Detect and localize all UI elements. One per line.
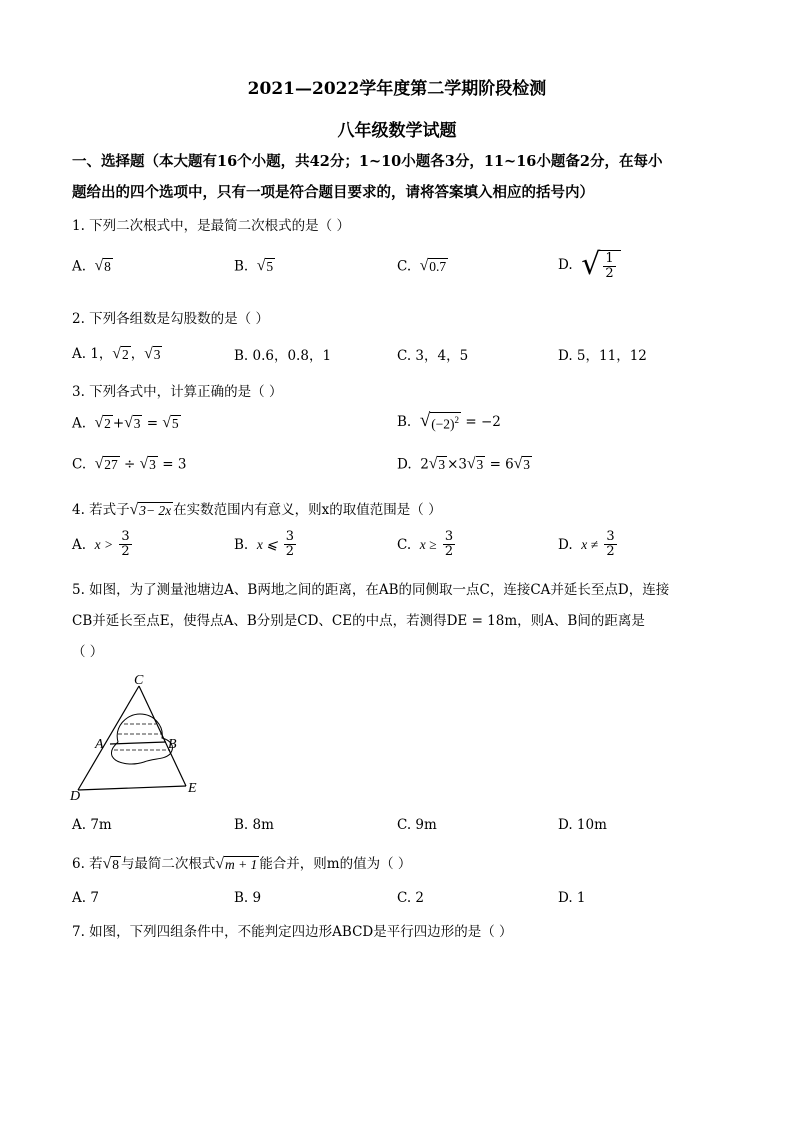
- point-d-label: D: [70, 789, 81, 804]
- q4-b-num: 3: [285, 529, 295, 544]
- q6-option-a: A. 7: [72, 890, 99, 906]
- q5-triangle-figure: [66, 672, 214, 804]
- q3-c-radical1: √ 27: [94, 455, 118, 472]
- point-a-label: A: [95, 737, 104, 752]
- q3-d-times: ×3: [447, 456, 467, 473]
- q4-stem-suffix: 在实数范围内有意义，则x的取值范围是（ ）: [173, 502, 442, 518]
- q1-d-den: 2: [605, 266, 614, 282]
- q3-b-body: (−2): [431, 416, 455, 432]
- q3-d-radical3: √ 3: [513, 455, 531, 472]
- q4-b-fraction: [284, 530, 296, 560]
- q3-b-label: B.: [397, 414, 412, 431]
- q4-d-relation: x ≠: [581, 536, 599, 552]
- q3-a-label: A.: [72, 415, 87, 432]
- q4-a-label: A.: [72, 536, 87, 553]
- q6-option-d: D. 1: [558, 890, 586, 906]
- q4-b-relation: x ⩽: [256, 536, 278, 552]
- section1-heading-line1: 一、选择题（本大题有16个小题，共42分；1~10小题各3分，11~16小题备2分，在每小: [72, 153, 663, 170]
- q3-d-radical2: √ 3: [467, 455, 484, 472]
- q5-stem-line3: （ ）: [72, 644, 104, 660]
- q3-option-b: [397, 412, 501, 433]
- q4-c-num: 3: [444, 529, 454, 544]
- q3-b-exp: 2: [454, 415, 460, 425]
- q6-stem-prefix: 6. 若: [72, 856, 103, 872]
- q1-a-label: A.: [72, 258, 87, 275]
- q4-d-fraction: [604, 530, 616, 560]
- q1-c-radical: √ 0.7: [419, 257, 447, 274]
- q3-b-radical: √ $(-2)^2$: [419, 410, 460, 432]
- q1-d-label: D.: [558, 256, 573, 273]
- q3-c-eq: = 3: [162, 456, 187, 473]
- q4-c-label: C.: [397, 536, 412, 553]
- q4-option-b: [234, 530, 298, 560]
- q4-d-den: 2: [606, 544, 615, 560]
- q4-b-label: B.: [234, 536, 249, 553]
- q4-c-relation: x ≥: [419, 536, 437, 552]
- exam-title: 2021—2022学年度第二学期阶段检测: [247, 79, 547, 99]
- q3-stem: 3. 下列各式中，计算正确的是（ ）: [72, 384, 283, 400]
- q3-c-div: ÷: [124, 456, 136, 473]
- q7-stem: 7. 如图，下列四组条件中，不能判定四边形ABCD是平行四边形的是（ ）: [72, 924, 513, 940]
- q3-c-radical2: √ 3: [139, 455, 156, 472]
- q6-stem-radical1: √ 8: [102, 854, 119, 872]
- q4-a-num: 3: [121, 529, 130, 544]
- q1-b-value: 5: [266, 259, 274, 274]
- q6-stem-r2: m + 1: [224, 856, 258, 872]
- q4-c-den: 2: [444, 544, 454, 560]
- q2-option-d: D. 5，11，12: [558, 348, 647, 364]
- q1-stem: 1. 下列二次根式中，是最简二次根式的是（ ）: [72, 218, 350, 234]
- q1-a-radical: √ 8: [94, 257, 111, 274]
- q1-c-label: C.: [397, 258, 412, 275]
- q4-option-a: [72, 530, 134, 560]
- q4-b-den: 2: [285, 544, 295, 560]
- q3-d-radical1: √ 3: [428, 455, 446, 472]
- section1-heading-line2: 题给出的四个选项中，只有一项是符合题目要求的，请将答案填入相应的括号内）: [72, 184, 594, 201]
- point-b-label: B: [168, 737, 177, 752]
- q5-option-c: C. 9m: [397, 817, 437, 833]
- q1-a-value: 8: [104, 259, 111, 274]
- q3-option-a: [72, 415, 181, 433]
- q4-option-c: [397, 530, 457, 560]
- q3-a-radical2: √ 3: [124, 414, 141, 431]
- q4-stem-radicand: 3− 2x: [139, 502, 172, 518]
- q3-a-r2: 3: [133, 416, 141, 431]
- q5-stem-line1: 5. 如图，为了测量池塘边A、B两地之间的距离，在AB的同侧取一点C，连接CA并延长至点D，连接: [72, 582, 670, 598]
- q3-option-c: [72, 456, 186, 474]
- q3-b-eq: = −2: [465, 414, 501, 431]
- q6-stem-middle: 与最简二次根式: [120, 856, 216, 872]
- q1-d-num: 1: [605, 251, 614, 266]
- q4-stem: [72, 498, 442, 519]
- q4-d-num: 3: [606, 529, 615, 544]
- q1-option-d: [558, 248, 621, 282]
- q2-a-radical2: √ 3: [144, 344, 161, 362]
- exam-subtitle: 八年级数学试题: [337, 121, 457, 141]
- q6-option-c: C. 2: [397, 890, 425, 906]
- q4-stem-radical: √ 3− 2x: [129, 500, 172, 518]
- q3-d-r1: 3: [438, 457, 446, 472]
- point-c-label: C: [134, 673, 144, 688]
- q1-c-value: 0.7: [429, 259, 447, 274]
- q5-option-d: D. 10m: [558, 817, 607, 833]
- q3-d-r3: 3: [523, 457, 531, 472]
- q1-option-a: [72, 258, 113, 276]
- line-cd: [78, 686, 139, 790]
- q1-d-radical: √ $\frac{1}{2}$: [581, 248, 620, 282]
- q3-option-d: [397, 456, 532, 474]
- q2-a-prefix: A. 1，: [72, 346, 113, 362]
- q5-option-a: A. 7m: [72, 817, 112, 833]
- q1-option-b: [234, 258, 275, 276]
- q1-b-radical: √ 5: [256, 257, 274, 274]
- q2-a-sep: ，: [130, 346, 145, 362]
- q3-d-r2: 3: [476, 457, 484, 472]
- q3-a-radical3: √ 5: [162, 414, 179, 431]
- q4-d-label: D.: [558, 536, 573, 553]
- q5-option-b: B. 8m: [234, 817, 274, 833]
- q2-stem: 2. 下列各组数是勾股数的是（ ）: [72, 311, 269, 327]
- q4-option-d: [558, 530, 619, 560]
- q6-stem-suffix: 能合并，则m的值为（ ）: [259, 856, 412, 872]
- q3-a-eq: =: [146, 415, 159, 432]
- q1-b-label: B.: [234, 258, 249, 275]
- q5-stem-line2: CB并延长至点E，使得点A、B分别是CD、CE的中点，若测得DE = 18m，则A、B间的距离是: [72, 613, 645, 629]
- q3-d-c1: 2: [420, 456, 429, 473]
- q4-a-relation: x >: [94, 536, 114, 552]
- q1-option-c: [397, 258, 448, 276]
- q3-d-label: D.: [397, 456, 412, 473]
- q2-a-radical1: √ 2: [112, 344, 129, 362]
- q4-a-fraction: [119, 530, 131, 560]
- q6-stem-radical2: √ m + 1: [215, 854, 258, 872]
- q4-c-fraction: [443, 530, 455, 560]
- q2-a-r2: 3: [153, 346, 161, 362]
- line-de: [78, 786, 186, 790]
- q4-stem-prefix: 4. 若式子: [72, 502, 130, 518]
- q6-stem-r1: 8: [112, 856, 119, 872]
- q3-d-eq: = 6: [489, 456, 514, 473]
- q3-c-r1: 27: [104, 457, 118, 472]
- q3-a-radical1: √ 2: [94, 414, 111, 431]
- q2-option-b: B. 0.6，0.8，1: [234, 348, 332, 364]
- q6-stem: [72, 852, 411, 873]
- q3-c-r2: 3: [149, 457, 156, 472]
- q2-option-c: C. 3，4，5: [397, 348, 469, 364]
- q2-a-r1: 2: [121, 346, 129, 362]
- q4-a-den: 2: [121, 544, 130, 560]
- q2-option-a: [72, 342, 162, 363]
- q3-a-r3: 5: [171, 416, 179, 431]
- q3-a-r1: 2: [104, 416, 111, 431]
- point-e-label: E: [188, 781, 197, 796]
- q3-c-label: C.: [72, 456, 87, 473]
- q6-option-b: B. 9: [234, 890, 262, 906]
- q3-a-plus: +: [112, 415, 125, 432]
